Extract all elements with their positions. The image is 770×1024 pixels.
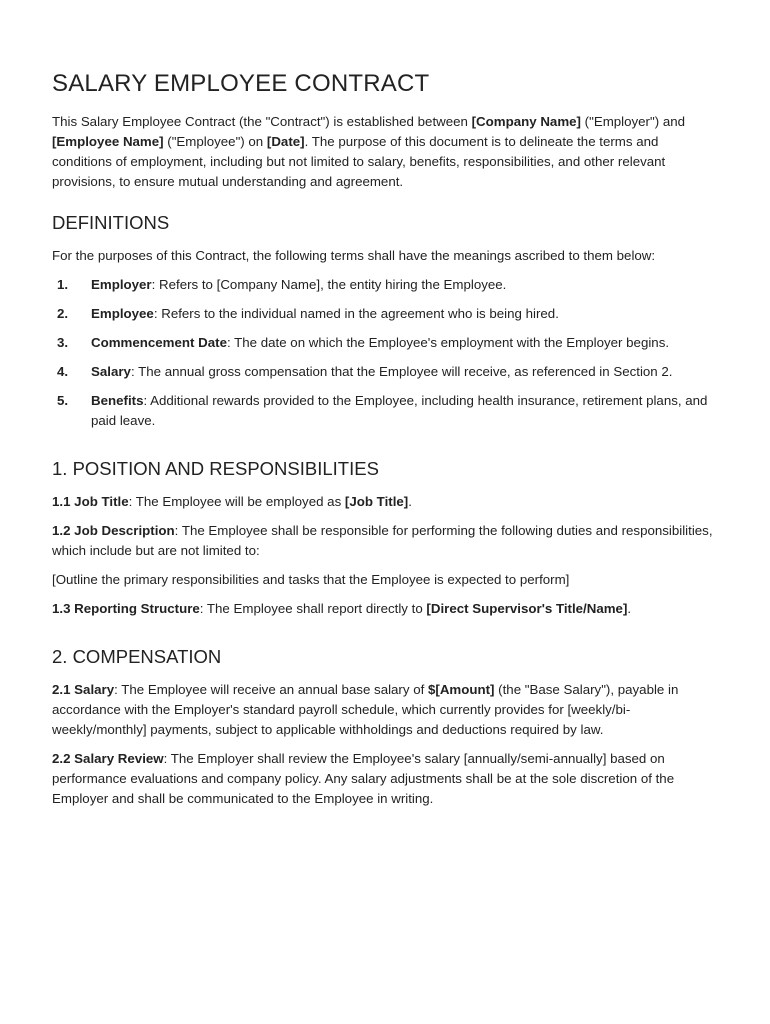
clause-label: 2.2 Salary Review (52, 751, 164, 766)
clause-label: 1.2 Job Description (52, 523, 175, 538)
intro-text-4: . The purpose of this document is to delineate the terms and conditions of employment, including but not limited to salary, benefits, responsibilities, and other relevant provisions, to ensure mutual understanding and agreement. (52, 134, 666, 189)
definition-term: Salary (91, 364, 131, 379)
clause-text: (the "Base Salary"), payable in accordance with the Employer's standard payroll schedule, which currently provides for [weekly/bi-weekly/monthly] payments, subject to applicable withholdings and deductions required by law. (52, 682, 679, 737)
list-number: 3. (57, 335, 69, 350)
clause-2-2 (52, 749, 720, 809)
employee-name-placeholder: [Employee Name] (52, 134, 164, 149)
clause-text: : The Employee will be employed as (128, 494, 345, 509)
amount-placeholder: $[Amount] (428, 682, 495, 697)
definition-item (52, 275, 720, 295)
clause-label: 2.1 Salary (52, 682, 115, 697)
definition-term: Employee (91, 306, 154, 321)
definition-term: Commencement Date (91, 335, 227, 350)
definition-item (52, 304, 720, 324)
clause-2-1 (52, 680, 720, 740)
intro-paragraph (52, 112, 720, 192)
date-placeholder: [Date] (266, 134, 305, 149)
list-number: 4. (57, 364, 69, 379)
clause-text: . (408, 494, 412, 509)
company-name-placeholder: [Company Name] (471, 114, 581, 129)
section1-heading: 1. POSITION AND RESPONSIBILITIES (52, 458, 379, 479)
clause-1-2 (52, 521, 720, 561)
document-page (52, 70, 720, 818)
clause-text: . (627, 601, 632, 616)
definition-text: : Refers to the individual named in the agreement who is being hired. (153, 306, 559, 321)
definition-text: : Refers to [Company Name], the entity hiring the Employee. (151, 277, 507, 292)
clause-text: : The Employer shall review the Employee's salary [annually/semi-annually] based on performance evaluations and company policy. Any salary adjustments shall be at the sole discretion of the Employer and shall be communicated to the Employee in writing. (52, 751, 675, 806)
list-number: 2. (57, 306, 69, 321)
responsibilities-outline: [Outline the primary responsibilities and tasks that the Employee is expected to perform] (52, 572, 570, 587)
intro-text-2: ("Employer") and (580, 114, 686, 129)
definition-term: Benefits (91, 393, 144, 408)
document-title: SALARY EMPLOYEE CONTRACT (52, 70, 430, 97)
definition-text: : The date on which the Employee's employment with the Employer begins. (226, 335, 670, 350)
section2-heading: 2. COMPENSATION (52, 646, 222, 667)
definitions-list (52, 275, 720, 431)
supervisor-placeholder: [Direct Supervisor's Title/Name] (426, 601, 628, 616)
clause-1-3 (52, 599, 720, 619)
definitions-lead: For the purposes of this Contract, the following terms shall have the meanings ascribed to them below: (52, 248, 656, 263)
definition-text: : The annual gross compensation that the Employee will receive, as referenced in Section 2. (130, 364, 673, 379)
definitions-heading: DEFINITIONS (52, 212, 170, 233)
list-number: 1. (57, 277, 69, 292)
intro-text-3: ("Employee") on (163, 134, 267, 149)
clause-label: 1.3 Reporting Structure (52, 601, 200, 616)
definition-term: Employer (91, 277, 152, 292)
job-title-placeholder: [Job Title] (344, 494, 409, 509)
clause-1-1 (52, 492, 720, 512)
clause-label: 1.1 Job Title (52, 494, 129, 509)
clause-text: : The Employee shall be responsible for performing the following duties and responsibilities, which include but are not limited to: (52, 523, 713, 558)
definition-text: : Additional rewards provided to the Employee, including health insurance, retirement plans, and paid leave. (91, 393, 708, 428)
clause-text: : The Employee will receive an annual base salary of (114, 682, 428, 697)
list-number: 5. (57, 393, 69, 408)
definition-item (52, 391, 720, 431)
clause-text: : The Employee shall report directly to (199, 601, 427, 616)
intro-text-1: This Salary Employee Contract (the "Contract") is established between (52, 114, 472, 129)
definition-item (52, 333, 720, 353)
definition-item (52, 362, 720, 382)
